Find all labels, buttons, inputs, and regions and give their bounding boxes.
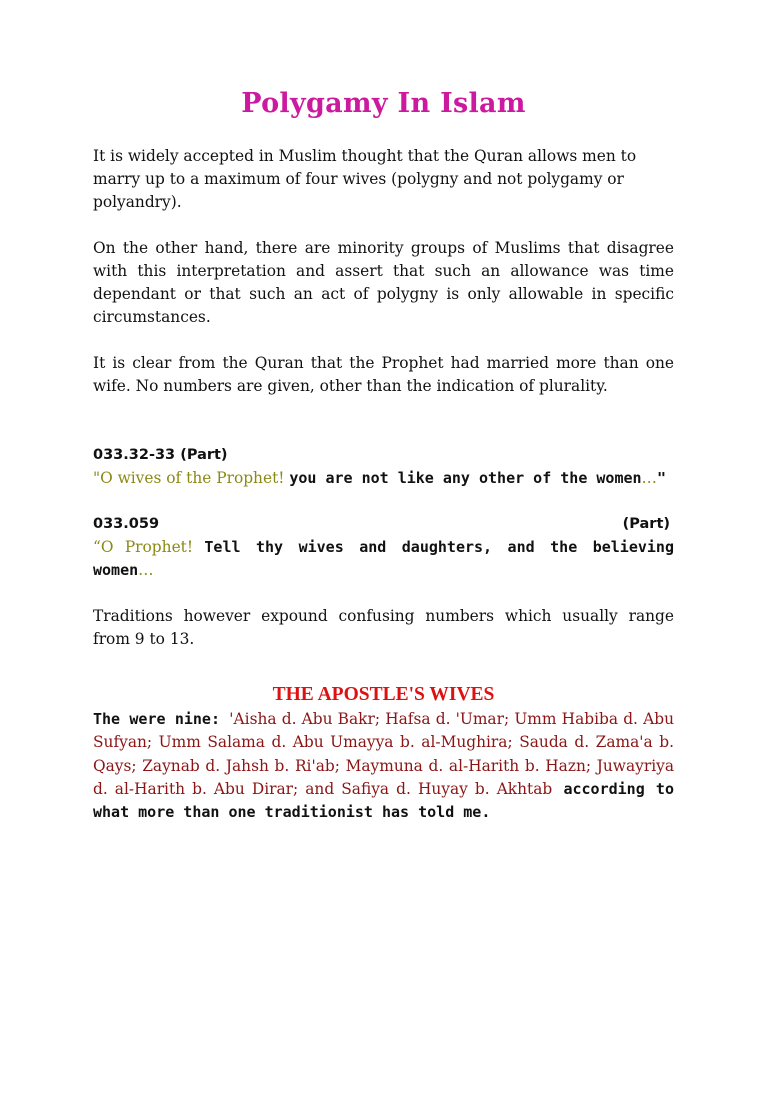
paragraph-intro: It is widely accepted in Muslim thought that the Quran allows men to marry up to a maximum of four wives (polygny and not polygamy or polyandry). (93, 147, 637, 211)
wives-lead: The were nine: (93, 710, 230, 728)
verse-quote-1-open: "O wives of the Prophet! (93, 469, 290, 487)
wives-paragraph (93, 708, 674, 824)
paragraph-traditions: Traditions however expound confusing numbers which usually range from 9 to 13. (93, 607, 674, 648)
verse-quote-1-text: you are not like any other of the women (289, 469, 642, 487)
verse-ref-2-part: (Part) (622, 516, 670, 532)
wives-list: 'Aisha d. Abu Bakr; Hafsa d. 'Umar; Umm Habiba d. Abu Sufyan; Umm Salama d. Abu Umayya b. al-Mughira; Sauda d. Zama'a b. Qays; Zaynab d. Jahsh b. Ri'ab; Maymuna d. al-Harith b. Hazn; Juwayriya d. al-Harith b. Abu Dirar; and Safiya d. Huyay b. Akhtab (93, 710, 674, 798)
verse-quote-2-ellipsis: … (138, 561, 154, 579)
document-page (0, 88, 768, 1112)
section-title: THE APOSTLE'S WIVES (272, 684, 495, 705)
paragraph-minority: On the other hand, there are minority groups of Muslims that disagree with this interpretation and assert that such an allowance was time dependant or that such an act of polygny is only allowable in specific circumstances. (93, 239, 674, 326)
verse-quote-1-close: " (656, 469, 666, 487)
verse-quote-2 (93, 536, 674, 582)
verse-quote-1-ellipsis: … (641, 469, 657, 487)
verse-quote-2-open: “O Prophet! (93, 538, 205, 556)
verse-quote-2-text: Tell thy wives and daughters, and the believing women (93, 538, 674, 579)
wives-tail: according to what more than one traditionist has told me. (93, 779, 674, 822)
paragraph-prophet: It is clear from the Quran that the Prophet had married more than one wife. No numbers are given, other than the indication of plurality. (93, 354, 674, 395)
verse-ref-1: 033.32-33 (Part) (93, 447, 228, 463)
verse-ref-2 (93, 513, 674, 536)
verse-quote-1 (93, 467, 674, 490)
page-title: Polygamy In Islam (241, 88, 526, 119)
verse-ref-2-number: 033.059 (93, 516, 160, 532)
